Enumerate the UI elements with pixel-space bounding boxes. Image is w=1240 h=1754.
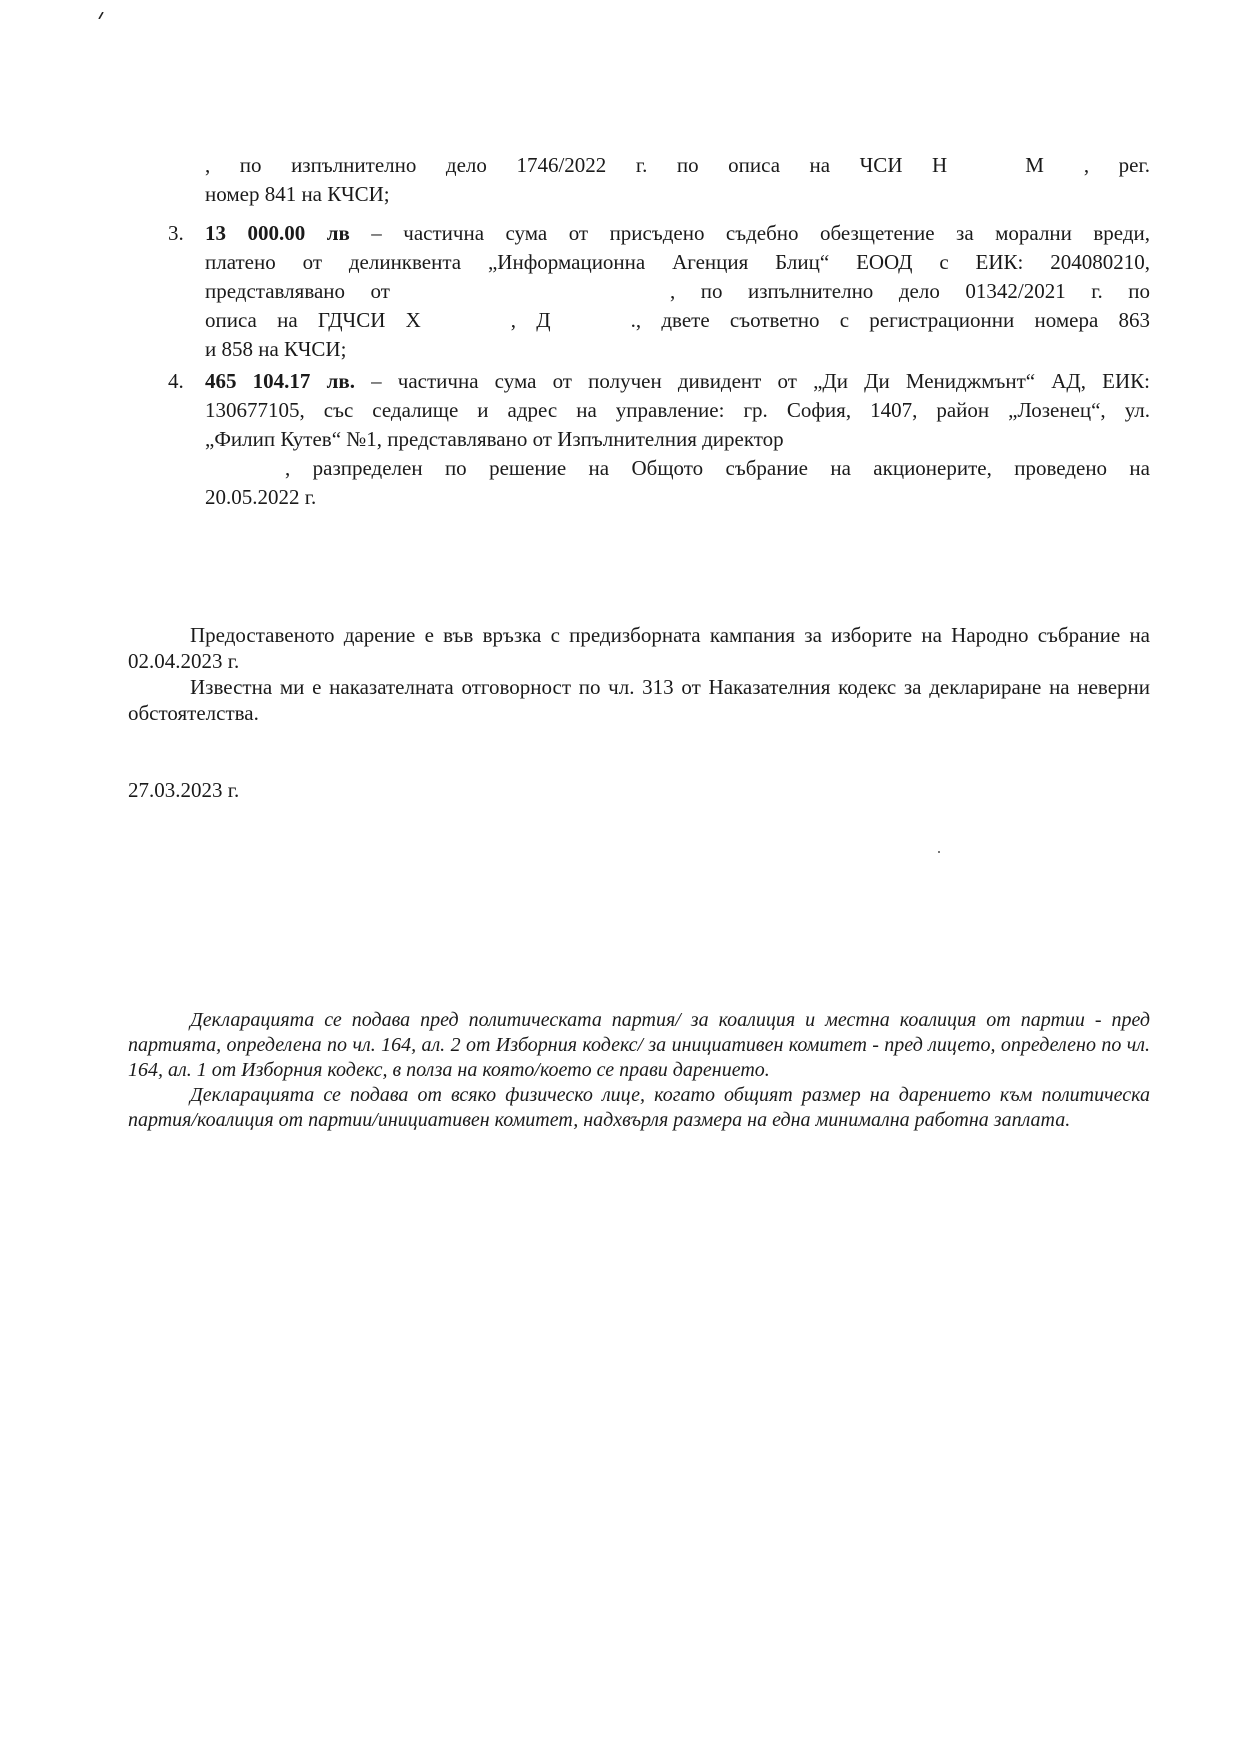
list-item-body [205,367,1150,512]
scan-mark-icon [98,12,104,19]
item-4-line-5: 20.05.2022 г. [205,485,317,509]
paragraph-text: Известна ми е наказателната отговорност по чл. 313 от Наказателния кодекс за деклариране на неверни обстоятелства. [128,675,1150,725]
declaration-date: 27.03.2023 г. [128,778,240,802]
paragraph-campaign [128,622,1150,674]
list-item-body [205,219,1150,364]
item-4-line-2: 130677105, със седалище и адрес на управление: гр. София, 1407, район „Лозенец“, ул. [205,398,1150,422]
item-amount: 465 104.17 лв. [205,369,355,393]
continuation-line-1 [205,151,1150,180]
note-text: Декларацията се подава от всяко физическо лице, когато общият размер на дарението към политическа партия/коалиция от партии/инициативен комитет, надхвърля размера на една минимална работна заплата. [128,1084,1150,1131]
item-text: , разпределен по решение на Общото събрание на акционерите, проведено на [285,456,1150,480]
continuation-line-2: номер 841 на КЧСИ; [205,182,390,206]
note-threshold [128,1083,1150,1133]
item-text: описа на ГДЧСИ Х [205,308,421,332]
item-3-line-2: платено от делинквента „Информационна Агенция Блиц“ ЕООД с ЕИК: 204080210, [205,250,1150,274]
list-item-number: 4. [168,369,184,393]
continuation-text-c: , рег. [1083,153,1150,177]
note-text: Декларацията се подава пред политическата партия/ за коалиция и местна коалиция от партии - пред партията, определена по чл. 164, ал. 2 от Изборния кодекс/ за инициативен комитет - пред лицето, определено по чл. 164, ал. 1 от Изборния кодекс, в полза на която/което се прави дарението. [128,1009,1150,1081]
paragraph-text: Предоставеното дарение е във връзка с предизборната кампания за изборите на Народно събрание на 02.04.2023 г. [128,623,1150,673]
item-3-line-4 [205,306,1150,335]
scan-speck [938,851,940,853]
item-text: ., двете съответно с регистрационни номера 863 [630,308,1151,332]
item-text: – частична сума от присъдено съдебно обезщетение за морални вреди, [349,221,1151,245]
note-submission [128,1008,1150,1083]
item-amount: 13 000.00 лв [205,221,350,245]
continuation-text-a: , по изпълнително дело 1746/2022 г. по описа на ЧСИ Н [205,153,948,177]
continuation-text-b: М [1025,153,1044,177]
item-text: – частична сума от получен дивидент от „Ди Ди Мениджмънт“ АД, ЕИК: [354,369,1151,393]
item-text: , Д [510,308,551,332]
list-item-number: 3. [168,221,184,245]
item-4-line-3: „Филип Кутев“ №1, представлявано от Изпълнителния директор [205,427,784,451]
item-3-line-5: и 858 на КЧСИ; [205,337,347,361]
item-2-continuation [205,151,1150,209]
item-text: , по изпълнително дело 01342/2021 г. по [669,279,1150,303]
item-4-line-1 [205,367,1150,396]
item-text: представлявано от [205,279,390,303]
item-4-line-4 [205,454,1150,483]
item-3-line-3 [205,277,1150,306]
item-3-line-1 [205,219,1150,248]
paragraph-liability [128,674,1150,726]
